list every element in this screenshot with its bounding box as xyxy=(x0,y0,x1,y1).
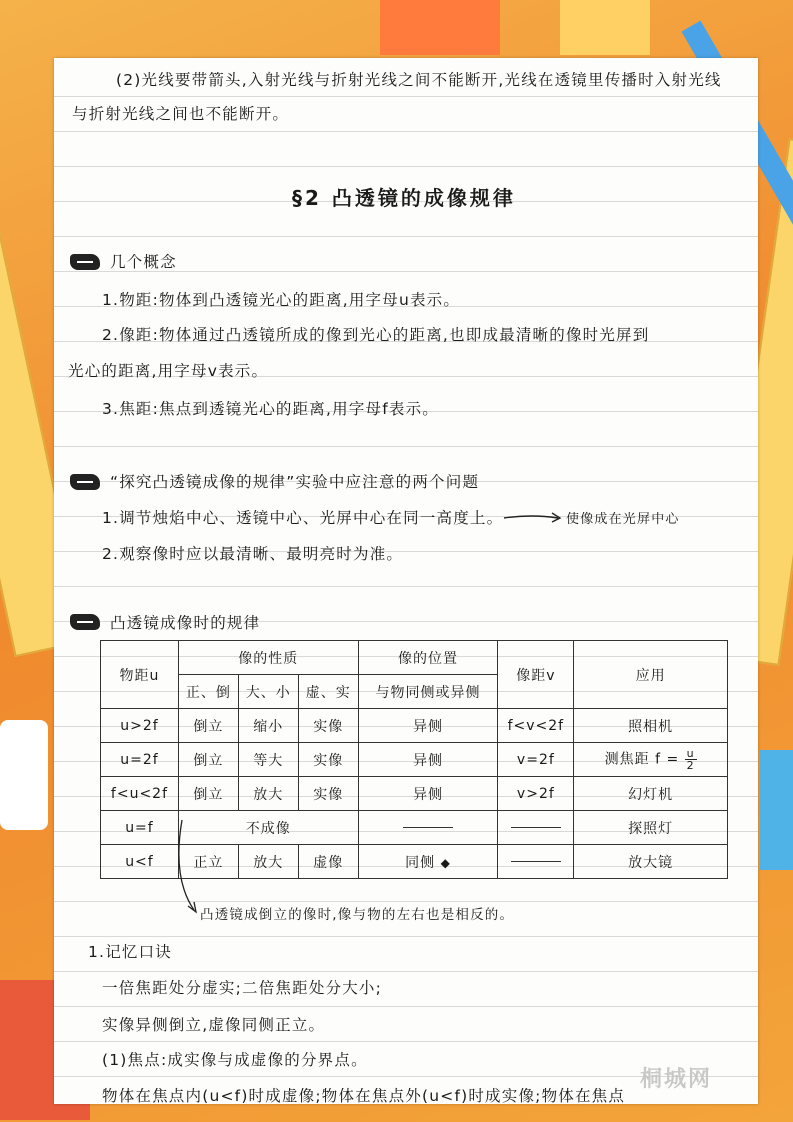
book-decoration xyxy=(380,0,500,55)
fraction-denominator: 2 xyxy=(686,759,695,772)
cell-object-distance: f<u<2f xyxy=(101,777,179,811)
header-real-virtual: 虚、实 xyxy=(298,675,358,709)
section-3-heading: 凸透镜成像时的规律 xyxy=(110,614,261,632)
cell-no-image: 不成像 xyxy=(178,811,358,845)
experiment-point-1: 1.调节烛焰中心、透镜中心、光屏中心在同一高度上。 xyxy=(102,509,504,527)
cell-position xyxy=(358,811,498,845)
definition-object-distance: 1.物距:物体到凸透镜光心的距离,用字母u表示。 xyxy=(102,291,461,309)
dash xyxy=(511,861,561,862)
page-title: §2 凸透镜的成像规律 xyxy=(292,186,516,210)
cell-orientation: 倒立 xyxy=(178,743,238,777)
section-3-icon xyxy=(70,614,100,630)
cell-real-virtual: 虚像 xyxy=(298,845,358,879)
cell-application: 放大镜 xyxy=(574,845,728,879)
cell-position: 异侧 xyxy=(358,743,498,777)
header-application: 应用 xyxy=(574,641,728,709)
focal-point-detail: 物体在焦点内(u<f)时成虚像;物体在焦点外(u<f)时成实像;物体在焦点 xyxy=(102,1087,626,1104)
mnemonic-line-2: 实像异侧倒立,虚像同侧正立。 xyxy=(102,1016,326,1034)
position-text: 同侧 xyxy=(405,854,436,871)
experiment-point-2: 2.观察像时应以最清晰、最明亮时为准。 xyxy=(102,545,404,563)
dash xyxy=(403,827,453,828)
inversion-note: 凸透镜成倒立的像时,像与物的左右也是相反的。 xyxy=(200,907,515,923)
fraction-numerator: u xyxy=(686,747,695,760)
definition-image-distance: 2.像距:物体通过凸透镜所成的像到光心的距离,也即成最清晰的像时光屏到 xyxy=(102,326,650,344)
cell-image-distance xyxy=(498,811,574,845)
arrow-icon xyxy=(502,510,564,526)
cell-size: 缩小 xyxy=(238,709,298,743)
header-object-distance: 物距u xyxy=(101,641,179,709)
curved-arrow-icon xyxy=(172,818,202,918)
section-2-icon xyxy=(70,474,100,490)
cell-real-virtual: 实像 xyxy=(298,777,358,811)
definition-image-distance-cont: 光心的距离,用字母v表示。 xyxy=(68,362,269,380)
cell-orientation: 倒立 xyxy=(178,709,238,743)
cell-orientation: 正立 xyxy=(178,845,238,879)
dash xyxy=(511,827,561,828)
cell-position: 异侧 xyxy=(358,777,498,811)
cell-object-distance: u=2f xyxy=(101,743,179,777)
cell-application xyxy=(574,743,728,777)
focal-point-line: (1)焦点:成实像与成虚像的分界点。 xyxy=(102,1051,368,1069)
cell-size: 等大 xyxy=(238,743,298,777)
section-1-heading: 几个概念 xyxy=(110,253,177,271)
cell-real-virtual: 实像 xyxy=(298,743,358,777)
watermark-logo: 桐城网 xyxy=(640,1067,713,1092)
cell-application: 照相机 xyxy=(574,709,728,743)
top-line-2: 与折射光线之间也不能断开。 xyxy=(72,105,290,123)
definition-focal-length: 3.焦距:焦点到透镜光心的距离,用字母f表示。 xyxy=(102,400,439,418)
experiment-note: 使像成在光屏中心 xyxy=(566,512,680,527)
book-decoration-right xyxy=(760,750,793,870)
cell-real-virtual: 实像 xyxy=(298,709,358,743)
header-same-side: 与物同侧或异侧 xyxy=(358,675,498,709)
cell-image-distance: v>2f xyxy=(498,777,574,811)
table-row xyxy=(101,743,728,777)
table-header-row xyxy=(101,641,728,675)
fraction xyxy=(685,748,697,771)
notebook-page xyxy=(54,58,758,1104)
header-image-distance: 像距v xyxy=(498,641,574,709)
cell-application: 幻灯机 xyxy=(574,777,728,811)
section-2-heading: “探究凸透镜成像的规律”实验中应注意的两个问题 xyxy=(110,473,480,491)
cell-orientation: 倒立 xyxy=(178,777,238,811)
table-row xyxy=(101,709,728,743)
mnemonic-line-1: 一倍焦距处分虚实;二倍焦距处分大小; xyxy=(102,979,383,997)
cell-image-distance: f<v<2f xyxy=(498,709,574,743)
header-image-nature: 像的性质 xyxy=(178,641,358,675)
section-1-icon xyxy=(70,254,100,270)
cell-image-distance: v=2f xyxy=(498,743,574,777)
header-size: 大、小 xyxy=(238,675,298,709)
cell-object-distance: u=f xyxy=(101,811,179,845)
mnemonic-heading: 1.记忆口诀 xyxy=(88,943,172,961)
paint-palette-decoration xyxy=(0,720,48,830)
notebook-decoration xyxy=(560,0,650,55)
pointer-icon: ◆ xyxy=(440,855,451,870)
table-row xyxy=(101,777,728,811)
top-line-1: (2)光线要带箭头,入射光线与折射光线之间不能断开,光线在透镜里传播时入射光线 xyxy=(116,71,722,89)
cell-image-distance xyxy=(498,845,574,879)
cell-object-distance: u<f xyxy=(101,845,179,879)
header-image-position: 像的位置 xyxy=(358,641,498,675)
cell-position xyxy=(358,845,498,879)
cell-size: 放大 xyxy=(238,777,298,811)
cell-application: 探照灯 xyxy=(574,811,728,845)
application-prefix: 测焦距 f = xyxy=(604,751,680,768)
cell-object-distance: u>2f xyxy=(101,709,179,743)
header-upright-inverted: 正、倒 xyxy=(178,675,238,709)
cell-position: 异侧 xyxy=(358,709,498,743)
cell-size: 放大 xyxy=(238,845,298,879)
